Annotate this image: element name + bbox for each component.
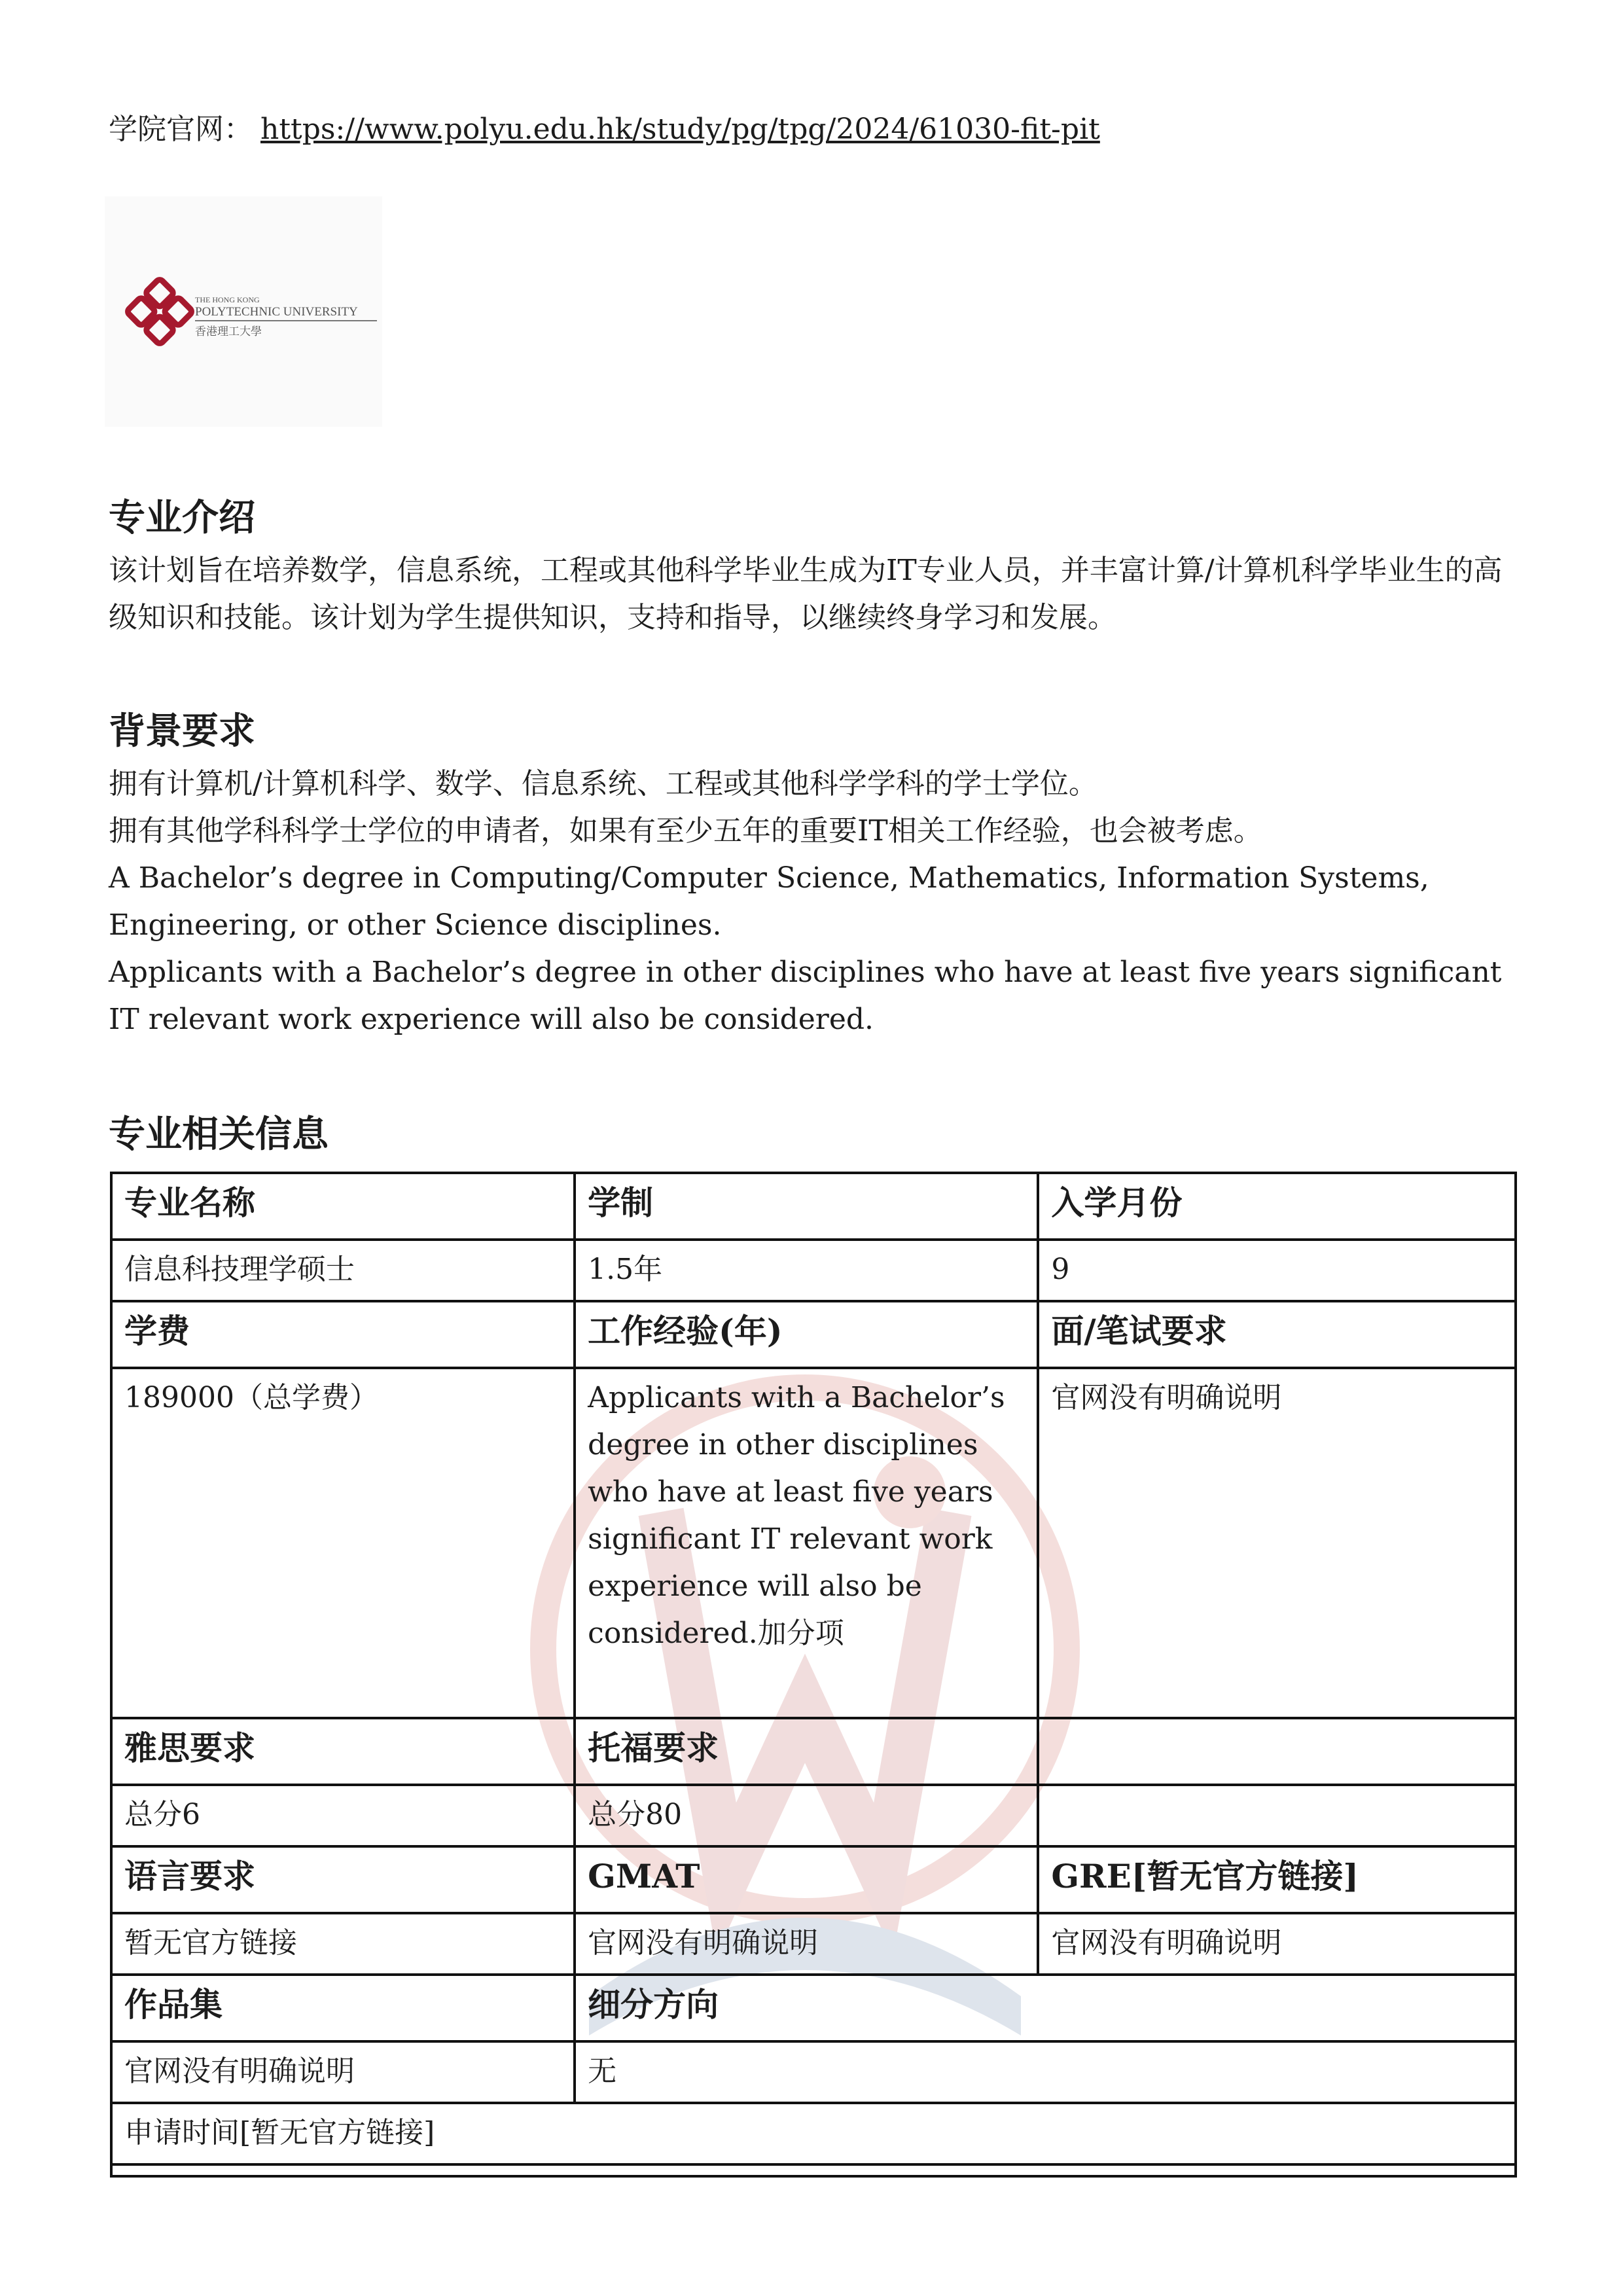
table-row (111, 1301, 1516, 1368)
interview-label: 面/笔试要求 (1038, 1301, 1516, 1368)
background-title: 背景要求 (109, 709, 255, 753)
background-line-4: Applicants with a Bachelor’s degree in other disciplines who have at least five years significant IT relevant work experience will also be considered. (109, 956, 1502, 1036)
gmat-label: GMAT (575, 1846, 1038, 1913)
tuition-label: 学费 (111, 1301, 575, 1368)
table-row (111, 1913, 1516, 1975)
website-link[interactable]: https://www.polyu.edu.hk/study/pg/tpg/2024/61030-fit-pit (260, 113, 1100, 146)
table-row (111, 2164, 1516, 2176)
polyu-emblem-icon (105, 196, 382, 427)
ielts-value: 总分6 (111, 1785, 575, 1846)
intro-text (109, 547, 1516, 641)
logo-text-line1: THE HONG KONG (195, 295, 260, 304)
direction-value: 无 (575, 2041, 1516, 2103)
table-row (111, 1846, 1516, 1913)
duration-value: 1.5年 (575, 1240, 1038, 1301)
gre-label: GRE[暂无官方链接] (1038, 1846, 1516, 1913)
empty-cell (1038, 1785, 1516, 1846)
table-row (111, 1975, 1516, 2041)
background-line-3: A Bachelor’s degree in Computing/Computer Science, Mathematics, Information Systems, Engineering, or other Science disciplines. (109, 861, 1429, 942)
table-row (111, 2041, 1516, 2103)
intro-paragraph: 该计划旨在培养数学，信息系统，工程或其他科学毕业生成为IT专业人员，并丰富计算/计算机科学毕业生的高级知识和技能。该计划为学生提供知识，支持和指导，以继续终身学习和发展。 (109, 554, 1503, 634)
table-row (111, 1718, 1516, 1785)
info-title: 专业相关信息 (109, 1113, 329, 1156)
background-line-1: 拥有计算机/计算机科学、数学、信息系统、工程或其他科学学科的学士学位。 (109, 767, 1097, 800)
application-time: 申请时间[暂无官方链接] (111, 2103, 1516, 2164)
intro-title: 专业介绍 (109, 496, 255, 539)
table-row (111, 1785, 1516, 1846)
portfolio-label: 作品集 (111, 1975, 575, 2041)
website-label: 学院官网： (109, 113, 253, 146)
table-row (111, 1173, 1516, 1240)
table-row (111, 2103, 1516, 2164)
toefl-label: 托福要求 (575, 1718, 1038, 1785)
portfolio-value: 官网没有明确说明 (111, 2041, 575, 2103)
direction-label: 细分方向 (575, 1975, 1516, 2041)
program-name-label: 专业名称 (111, 1173, 575, 1240)
empty-cell (111, 2164, 1516, 2176)
logo-text-line2: POLYTECHNIC UNIVERSITY (195, 305, 358, 319)
work-exp-value: Applicants with a Bachelor’s degree in other disciplines who have at least five years significant IT relevant work experience will also be considered.加分项 (575, 1368, 1038, 1718)
tuition-value: 189000（总学费） (111, 1368, 575, 1718)
interview-value: 官网没有明确说明 (1038, 1368, 1516, 1718)
ielts-label: 雅思要求 (111, 1718, 575, 1785)
table-row (111, 1368, 1516, 1718)
background-line-2: 拥有其他学科科学士学位的申请者，如果有至少五年的重要IT相关工作经验，也会被考虑。 (109, 814, 1262, 848)
gre-value: 官网没有明确说明 (1038, 1913, 1516, 1975)
table-row (111, 1240, 1516, 1301)
website-line (109, 110, 1100, 149)
empty-cell (1038, 1718, 1516, 1785)
duration-label: 学制 (575, 1173, 1038, 1240)
intake-value: 9 (1038, 1240, 1516, 1301)
intake-label: 入学月份 (1038, 1173, 1516, 1240)
toefl-value: 总分80 (575, 1785, 1038, 1846)
university-logo (105, 196, 382, 427)
language-label: 语言要求 (111, 1846, 575, 1913)
background-text (109, 761, 1516, 1043)
language-value: 暂无官方链接 (111, 1913, 575, 1975)
program-info-table (110, 1172, 1517, 2178)
logo-text-zh: 香港理工大學 (195, 325, 262, 338)
work-exp-label: 工作经验(年) (575, 1301, 1038, 1368)
program-name-value: 信息科技理学硕士 (111, 1240, 575, 1301)
gmat-value: 官网没有明确说明 (575, 1913, 1038, 1975)
